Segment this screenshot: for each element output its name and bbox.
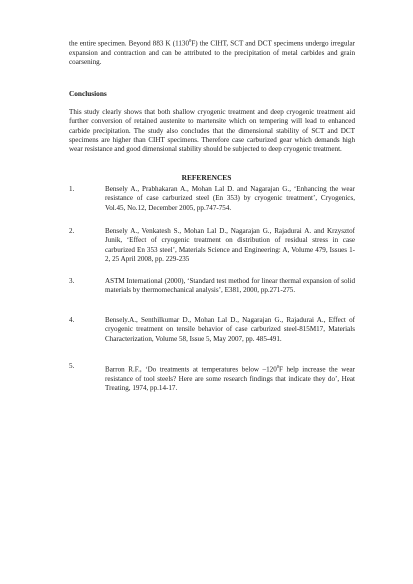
reference-text [105, 362, 355, 393]
conclusions-paragraph: This study clearly shows that both shallow cryogenic treatment and deep cryogenic treatment aid further conversion of retained austenite to martensite which on tempering will lead to enhanced carbide precipitation. The study also concludes that the dimensional stability of SCT and DCT specimens are higher than CIHT specimens. Therefore case carburized gear which demands high wear resistance and good dimensional stability should be subjected to deep cryogenic treatment. [69, 108, 355, 154]
reference-text: Bensely A., Prabhakaran A., Mohan Lal D. and Nagarajan G., ‘Enhancing the wear resistance of case carburized steel (En 353) by cryogenic treatment’, Cryogenics, Vol.45, No.12, December 2005, pp.747-754. [105, 185, 355, 212]
reference-text-start: Barron R.F., ‘Do treatments at temperatures below –120 [105, 365, 277, 374]
degree-superscript: 0 [189, 38, 192, 43]
reference-text: Bensely A., Venkatesh S., Mohan Lal D., Nagarajan G., Rajadurai A. and Krzysztof Junik, ‘Effect of cryogenic treatment on distribution of residual stress in case carburized En 353 steel’, Materials Science and Engineering: A, Volume 479, Issues 1-2, 25 April 2008, pp. 229-235 [105, 227, 355, 263]
reference-number: 1. [69, 185, 75, 193]
reference-text: Bensely.A., Senthilkumar D., Mohan Lal D., Nagarajan G., Rajadurai A., Effect of cryogenic treatment on tensile behavior of case carburized steel-815M17, Materials Characterization, Volume 58, Issue 5, May 2007, pp. 485-491. [105, 316, 355, 343]
reference-number: 4. [69, 316, 75, 324]
reference-text: ASTM International (2000), ‘Standard test method for linear thermal expansion of solid materials by thermomechanical analysis’, E381, 2000, pp.271-275. [105, 277, 355, 295]
intro-text-start: the entire specimen. Beyond 883 K (1130 [69, 39, 190, 48]
degree-superscript: 0 [276, 364, 279, 369]
reference-number: 2. [69, 227, 75, 235]
reference-text-end: F help increase the wear resistance of tool steels? Here are some research findings that indicate they do’, Heat Treating, 1974, pp.14-17. [105, 365, 355, 392]
reference-number: 5. [69, 362, 75, 370]
conclusions-heading: Conclusions [69, 89, 107, 98]
intro-paragraph [69, 36, 355, 67]
reference-number: 3. [69, 277, 75, 285]
intro-text-end: F) the CIHT, SCT and DCT specimens undergo irregular expansion and contraction and can be attributed to the precipitation of metal carbides and grain coarsening. [69, 39, 355, 66]
references-heading: REFERENCES [181, 173, 232, 182]
